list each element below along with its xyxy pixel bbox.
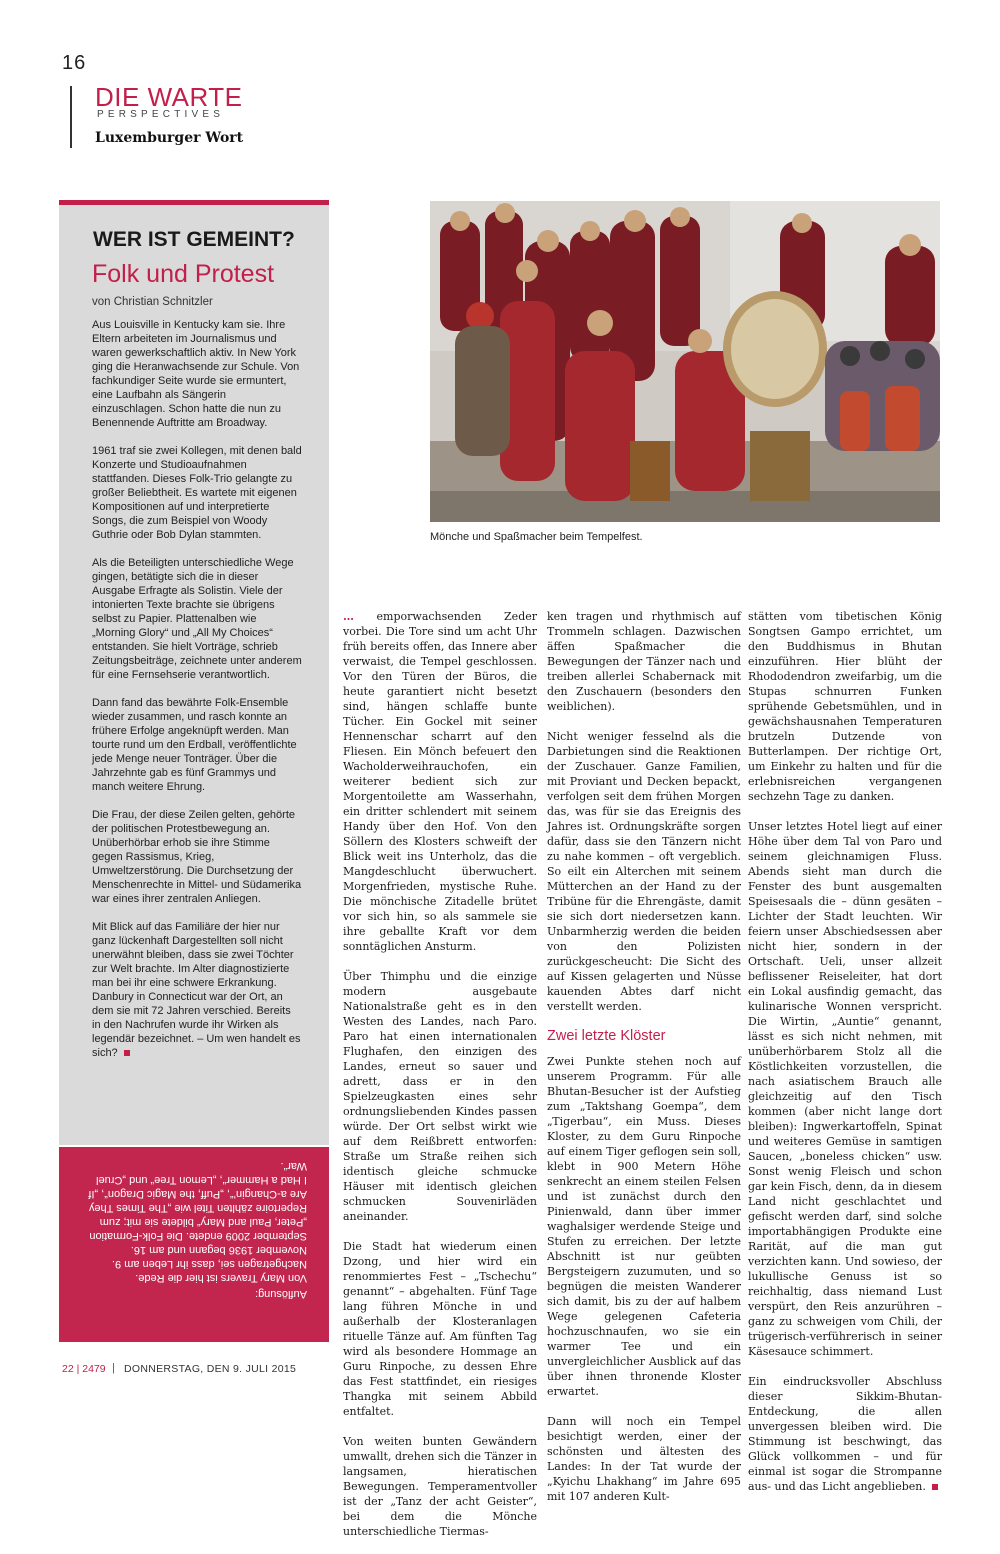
photo-caption: Mönche und Spaßmacher beim Tempelfest. (430, 531, 643, 543)
article-column-3 (748, 609, 942, 1509)
article-column-2 (547, 609, 741, 1519)
end-mark-icon (932, 1484, 938, 1490)
article-paragraph-text: emporwachsenden Zeder vorbei. Die Tore sind um acht Uhr früh bereits offen, das Innere aber verwaist, die Tempel geschlossen. Vor den Türen der Büros, die heute garantiert nicht besetzt sind, hängen schlaffe bunte Tücher. Ein Gockel mit seiner Hennenschar scharrt auf den Fliesen. Ein Mönch befeuert den Wacholderweihrauchofen, ein weiterer bedient sich zur Morgentoilette am Wasserhahn, ein dritter schlendert mit seinem Handy über den Hof. Von den Söllern des Klosters schweift der Blick weit ins Unterholz, das die Mangdeschlucht überwuchert. Morgenfrieden, mystische Ruhe. Die mönchische Zitadelle brütet vor sich hin, so als sammele sie ihre geballte Kraft vor dem sonntäglichen Ansturm. (343, 610, 538, 953)
sidebar-paragraph: Als die Beteiligten unterschiedliche Wege gingen, betätigte sich die in dieser Ausgabe Erfragte als Solistin. Viele der intonierten Texte brachte sie übrigens selbst zu Papier. Plattenalben wie „Morning Glory“ und „All My Choices“ entstanden. Sie hielt Vorträge, schrieb Zeitungsbeiträge, zeichnete unter anderem für eine Fernsehserie verantwortlich. (92, 557, 302, 681)
sidebar-paragraph-last (92, 920, 302, 1060)
sidebar-paragraph: Aus Louisville in Kentucky kam sie. Ihre Eltern arbeiteten im Journalismus und waren gewerkschaftlich aktiv. In New York ging die Heranwachsende zur Schule. Von fachkundiger Seite wurde sie ermuntert, eine Laufbahn als Sängerin einzuschlagen. Schon hatte die nun zu Benennende Auftritte am Broadway. (92, 319, 300, 429)
festival-photo (430, 201, 940, 522)
continuation-ellipsis: … (343, 610, 354, 623)
article-paragraph-last (748, 1374, 942, 1494)
footer-separator: | (112, 1362, 115, 1374)
solution-box (59, 1147, 329, 1342)
article-paragraph (343, 609, 537, 954)
sidebar-paragraph: 1961 traf sie zwei Kollegen, mit denen bald Konzerte und Studioaufnahmen stattfanden. Dieses Folk-Trio gelangte zu großer Beliebtheit. Es wartete mit eigenen Kompositionen auf und interpretierte Songs, die zum Beispiel von Woody Guthrie oder Bob Dylan stammten. (92, 445, 302, 541)
sidebar-body (92, 318, 302, 1074)
brand-divider (70, 86, 72, 148)
brand-title: DIE WARTE (95, 82, 243, 112)
newspaper-logo: Luxemburger Wort (95, 130, 244, 146)
footer-date: DONNERSTAG, DEN 9. JULI 2015 (124, 1363, 297, 1375)
article-paragraph-text: Ein eindrucksvoller Abschluss dieser Sikkim-Bhutan-Entdeckung, die allen unvergessen bleiben wird. Die Stimmung ist beschwingt, das Glück vollkommen – und für einmal ist sogar die Strompanne aus- und das Licht angeblieben. (748, 1375, 942, 1493)
article-paragraph: stätten vom tibetischen König Songtsen Gampo errichtet, um den Buddhismus in Bhutan einzuführen. Hier blüht der Rhododendron zweifarbig, um die Stupas schnurren Funken sprühende Gebetsmühlen, und in gewächshausnahen Temperaturen brutzeln Dutzende von Butterlampen. Der richtige Ort, um Einkehr zu halten und für die erlebnisreichen vergangenen sechzehn Tage zu danken. (748, 610, 942, 803)
sidebar-paragraph-text: Mit Blick auf das Familiäre der hier nur ganz lückenhaft Dargestellten soll nicht unerwähnt bleiben, dass sie zwei Töchter zur Welt brachte. Im Alter diagnostizierte man bei ihr eine schwere Erkrankung. Danbury in Connecticut war der Ort, an dem sie mit 72 Jahren verschied. Bereits in den Nachrufen wurde ihr Wirken als legendär bezeichnet. – Um wen handelt es sich? (92, 921, 301, 1059)
solution-label: Auflösung: (255, 1288, 307, 1300)
sidebar-kicker: WER IST GEMEINT? (93, 228, 295, 251)
page-number: 16 (62, 52, 87, 74)
article-column-1 (343, 609, 537, 1554)
article-paragraph: Über Thimphu und die einzige modern ausgebaute Nationalstraße geht es in den Westen des Landes, nach Paro. Paro hat einen internationalen Flughafen, den einzigen des Landes, erneut so sauer und adrett, dass er in den Spielzeugkasten eines sehr ordnungsliebenden Kindes passen würde. Der Ort selbst wirkt wie auf dem Reißbrett entworfen: Straße um Straße reihen sich identisch gleiche schmucke Häuser mit identisch gleichen schmucken Souvenirläden aneinander. (343, 970, 537, 1223)
footer-issue: 22 | 2479 (62, 1363, 106, 1375)
sidebar-paragraph: Dann fand das bewährte Folk-Ensemble wieder zusammen, und rasch konnte an frühere Erfolge angeknüpft werden. Man tourte rund um den Erdball, veröffentlichte jede Menge neuer Tonträger. Über die Jahrzehnte gab es fünf Grammys und manch weitere Ehrung. (92, 697, 297, 793)
article-paragraph: Zwei Punkte stehen noch auf unserem Programm. Für alle Bhutan-Besucher ist der Aufstieg zum „Taktshang Goempa“, dem „Tigerbau“, ein Muss. Dieses Kloster, zu dem Guru Rinpoche auf einem Tiger geflogen sein soll, klebt in 900 Metern Höhe senkrecht an einem steilen Felsen und ist zunächst durch den Pinienwald, dann über immer waghalsiger werdende Steige und Stufen zu erreichen. Der letzte Abschnitt ist nur geübten Bergsteigern zuzumuten, und so begnügen die meisten Wanderer sich damit, bis zu der auf halbem Wege gelegenen Cafeteria hochzuschnaufen, wo sie ein warmer Tee und ein unvergleichlicher Ausblick auf das über ihnen thronende Kloster erwartet. (547, 1055, 741, 1398)
end-mark-icon (124, 1050, 130, 1056)
article-paragraph: ken tragen und rhythmisch auf Trommeln schlagen. Dazwischen äffen Spaßmacher die Bewegungen der Tänzer nach und treiben allerlei Schabernack mit den Zuschauern (besonders den weiblichen). (547, 610, 741, 713)
article-paragraph: Unser letztes Hotel liegt auf einer Höhe über dem Tal von Paro und seinem gleichnamigen Fluss. Abends sieht man durch die Fenster des bunt ausgemalten Speisesaals die – dünn gesäten – Lichter der Stadt leuchten. Wir feiern unser Abschiedsessen aber nicht hier, sondern in der Ortschaft. Ueli, unser allzeit beflissener Reiseleiter, hat dort ein Lokal ausfindig gemacht, das kulinarische Wonnen verspricht. Die Wirtin, „Auntie“ genannt, lässt es sich nicht nehmen, mit unüberhörbarem Stolz all die Köstlichkeiten vorzustellen, die nach asiatischem Brauch alle gleichzeitig auf den Tisch kommen (aber nicht lange dort bleiben): Ingwerkartoffeln, Spinat und weiteres Gemüse in samtigen Saucen, „boneless chicken“ usw. Sonst wenig Fleisch und schon gar kein Fisch, denn, da in diesem Land nicht geschlachtet und gefischt werden darf, sind solche importabhängigen Produkte eine Rarität, auf die man gut verzichten kann. Und sowieso, der lukullische Genuss ist so reichhaltig, dass niemand Lust verspürt, den Reis anzurühren – ganz zu schweigen vom Chili, der trügerisch-verführerisch in seiner Käsesauce schimmert. (748, 820, 942, 1358)
brand-subtitle: PERSPECTIVES (97, 109, 225, 120)
article-subheading: Zwei letzte Klöster (547, 1028, 666, 1044)
sidebar-title: Folk und Protest (92, 260, 275, 288)
sidebar-paragraph: Die Frau, der diese Zeilen gelten, gehörte der politischen Protestbewegung an. Unüberhörbar erhob sie ihre Stimme gegen Rassismus, Krieg, Umweltzerstörung. Die Durchsetzung der Menschenrechte in Mittel- und Südamerika war eines ihrer zentralen Anliegen. (92, 809, 302, 905)
article-paragraph: Von weiten bunten Gewändern umwallt, drehen sich die Tänzer in langsamen, hieratischen Bewegungen. Temperamentvoller ist der „Tanz der acht Geister“, bei dem die Mönche unterschiedliche Tiermas- (343, 1435, 537, 1538)
sidebar-author: von Christian Schnitzler (92, 296, 213, 308)
solution-text: Von Mary Travers ist hier die Rede. Nachgetragen sei, dass ihr Leben am 9. November 1936 begann und am 16. September 2009 endete. Die Folk-Formation „Peter, Paul and Mary“ bildete sie mit; zum Repertoire zählten Titel wie „The Times They Are a-Changin’“, „Puff, the Magic Dragon“, „If I Had a Hammer“, „Lemon Tree“ und „Cruel War“. (88, 1160, 307, 1284)
article-paragraph: Die Stadt hat wiederum einen Dzong, und hier wird ein renommiertes Fest – „Tschechu“ genannt“ – abgehalten. Fünf Tage lang führen Mönche in und außerhalb der Klosteranlagen rituelle Tänze auf. Am fünften Tag wird als besondere Hommage an Guru Rinpoche, zu dessen Ehre das Fest stattfindet, ein riesiges Thangka mit seinem Abbild entfaltet. (343, 1240, 537, 1418)
solution-upside-down-text (85, 1159, 307, 1301)
article-paragraph: Dann will noch ein Tempel besichtigt werden, einer der schönsten und ältesten des Landes: In der Tat wurde der „Kyichu Lhakhang“ im Jahre 695 mit 107 anderen Kult- (547, 1415, 741, 1503)
article-paragraph: Nicht weniger fesselnd als die Darbietungen sind die Reaktionen der Zuschauer. Ganze Familien, mit Proviant und Decken bepackt, verfolgen seit dem frühen Morgen das, was für sie das Ereignis des Jahres ist. Ordnungskräfte sorgen dafür, dass sie den Tänzern nicht zu nahe kommen – oft vergeblich. So eilt ein Alterchen mit seinem Mütterchen an der Hand zu der Tribüne für die Ehrengäste, damit sie sich dort niedersetzen kann. Unbarmherzig werden die beiden von den Polizisten zurückgescheucht: Die Sicht des auf Kissen gelagerten und Nüsse kauenden Abtes darf nicht verstellt werden. (547, 730, 741, 1013)
